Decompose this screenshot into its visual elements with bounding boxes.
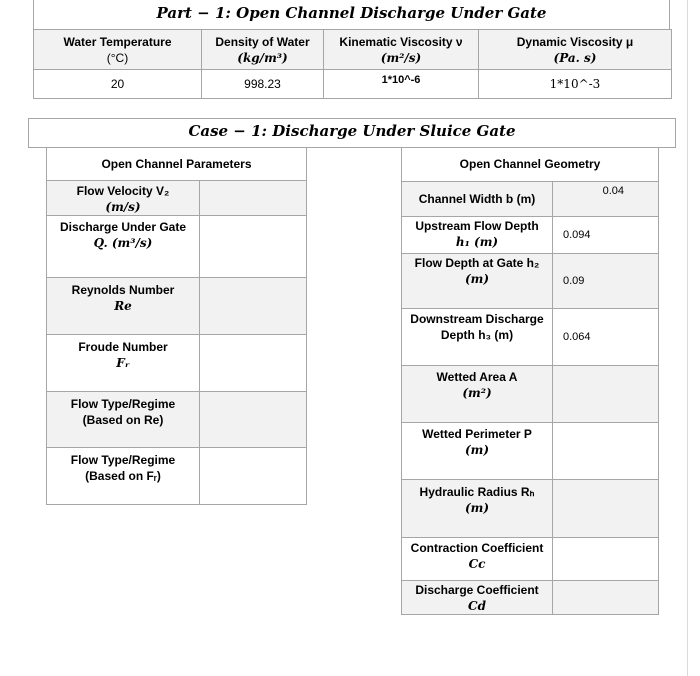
- part1-title: Part − 1: Open Channel Discharge Under Gate: [156, 4, 547, 22]
- param-label-flow-velocity: Flow Velocity V₂ (m/s): [47, 180, 200, 215]
- geom-value-wetted-area: [553, 365, 659, 422]
- param-value-regime-fr: [200, 447, 307, 504]
- param-label-regime-re: Flow Type/Regime (Based on Re): [47, 391, 200, 447]
- geom-value-upstream-depth: 0.094: [553, 216, 659, 253]
- open-channel-parameters-table: [46, 148, 307, 505]
- value-water-temperature: 20: [34, 70, 202, 99]
- geom-value-wetted-perimeter: [553, 422, 659, 479]
- geom-label-wetted-perimeter: Wetted Perimeter P (m): [402, 422, 553, 479]
- header-density: Density of Water (kg/m³): [202, 30, 324, 70]
- param-label-froude: Froude Number Fᵣ: [47, 334, 200, 391]
- value-kinematic-viscosity: 1*10^-6: [324, 70, 479, 99]
- header-kinematic-viscosity: Kinematic Viscosity ν (m²/s): [324, 30, 479, 70]
- geom-value-channel-width: 0.04: [553, 181, 659, 216]
- geom-value-contraction-coefficient: [553, 537, 659, 580]
- param-value-reynolds: [200, 277, 307, 334]
- param-label-reynolds: Reynolds Number Re: [47, 277, 200, 334]
- value-dynamic-viscosity: 1*10^-3: [479, 70, 672, 99]
- geom-value-hydraulic-radius: [553, 479, 659, 537]
- geom-label-discharge-coefficient: Discharge Coefficient Cd: [402, 580, 553, 614]
- geometry-heading: Open Channel Geometry: [402, 148, 659, 181]
- geom-label-downstream-depth: Downstream Discharge Depth h₃ (m): [402, 308, 553, 365]
- part1-title-box: [33, 0, 670, 30]
- value-density: 998.23: [202, 70, 324, 99]
- parameters-heading: Open Channel Parameters: [47, 148, 307, 180]
- geom-label-wetted-area: Wetted Area A (m²): [402, 365, 553, 422]
- param-value-discharge: [200, 215, 307, 277]
- case1-title-box: [28, 118, 676, 148]
- header-water-temperature: Water Temperature (°C): [34, 30, 202, 70]
- geom-value-gate-depth: 0.09: [553, 253, 659, 308]
- param-value-froude: [200, 334, 307, 391]
- geom-label-gate-depth: Flow Depth at Gate h₂ (m): [402, 253, 553, 308]
- geom-label-hydraulic-radius: Hydraulic Radius Rₕ (m): [402, 479, 553, 537]
- param-value-regime-re: [200, 391, 307, 447]
- geom-value-discharge-coefficient: [553, 580, 659, 614]
- case1-title: Case − 1: Discharge Under Sluice Gate: [188, 122, 516, 140]
- open-channel-geometry-table: [401, 148, 659, 615]
- header-dynamic-viscosity: Dynamic Viscosity μ (Pa. s): [479, 30, 672, 70]
- geom-value-downstream-depth: 0.064: [553, 308, 659, 365]
- geom-label-upstream-depth: Upstream Flow Depth h₁ (m): [402, 216, 553, 253]
- page-edge-divider: [687, 0, 688, 676]
- water-properties-table: [33, 29, 672, 99]
- param-label-discharge: Discharge Under Gate Q. (m³/s): [47, 215, 200, 277]
- geom-label-contraction-coefficient: Contraction Coefficient Cc: [402, 537, 553, 580]
- param-label-regime-fr: Flow Type/Regime (Based on Fᵣ): [47, 447, 200, 504]
- geom-label-channel-width: Channel Width b (m): [402, 181, 553, 216]
- param-value-flow-velocity: [200, 180, 307, 215]
